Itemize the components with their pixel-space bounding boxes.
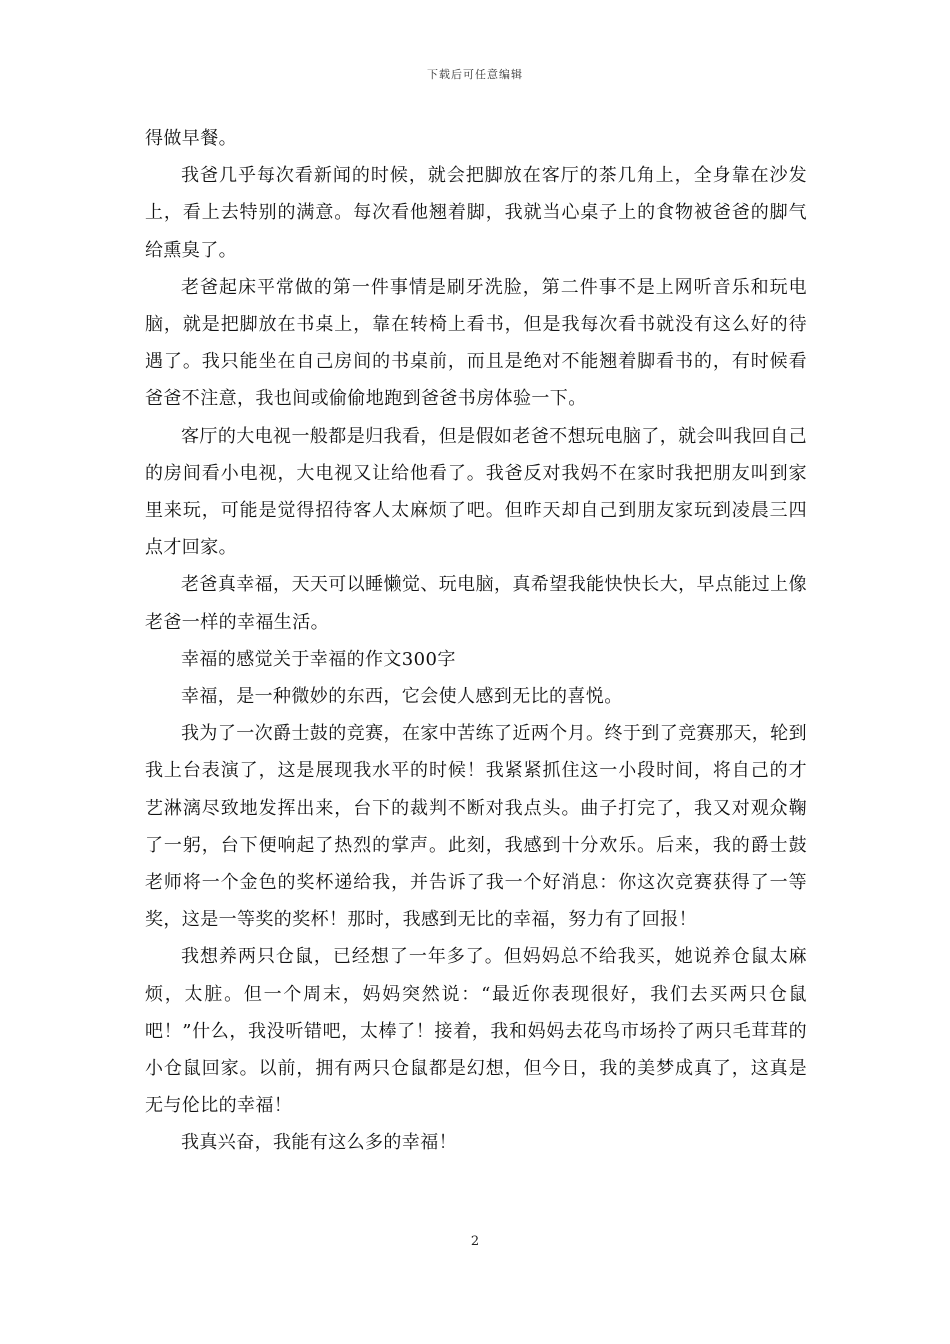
document-body: [145, 120, 807, 1162]
paragraph: 老爸真幸福，天天可以睡懒觉、玩电脑，真希望我能快快长大，早点能过上像老爸一样的幸福生活。: [145, 574, 807, 633]
paragraph: 得做早餐。: [145, 128, 237, 149]
paragraph: 老爸起床平常做的第一件事情是刷牙洗脸，第二件事不是上网听音乐和玩电脑，就是把脚放在书桌上，靠在转椅上看书，但是我每次看书就没有这么好的待遇了。我只能坐在自己房间的书桌前，而且是绝对不能翘着脚看书的，有时候看爸爸不注意，我也间或偷偷地跑到爸爸书房体验一下。: [145, 276, 807, 410]
paragraph: 我为了一次爵士鼓的竞赛，在家中苦练了近两个月。终于到了竞赛那天，轮到我上台表演了，这是展现我水平的时候！我紧紧抓住这一小段时间，将自己的才艺淋漓尽致地发挥出来，台下的裁判不断对我点头。曲子打完了，我又对观众鞠了一躬，台下便响起了热烈的掌声。此刻，我感到十分欢乐。后来，我的爵士鼓老师将一个金色的奖杯递给我，并告诉了我一个好消息：你这次竞赛获得了一等奖，这是一等奖的奖杯！那时，我感到无比的幸福，努力有了回报！: [145, 723, 807, 931]
paragraph: 我想养两只仓鼠，已经想了一年多了。但妈妈总不给我买，她说养仓鼠太麻烦，太脏。但一个周末，妈妈突然说：“最近你表现很好，我们去买两只仓鼠吧！”什么，我没听错吧，太棒了！接着，我和妈妈去花鸟市场拎了两只毛茸茸的小仓鼠回家。以前，拥有两只仓鼠都是幻想，但今日，我的美梦成真了，这真是无与伦比的幸福！: [145, 946, 807, 1117]
page-header: 下载后可任意编辑: [427, 68, 523, 81]
paragraph: 客厅的大电视一般都是归我看，但是假如老爸不想玩电脑了，就会叫我回自己的房间看小电视，大电视又让给他看了。我爸反对我妈不在家时我把朋友叫到家里来玩，可能是觉得招待客人太麻烦了吧。但昨天却自己到朋友家玩到凌晨三四点才回家。: [145, 425, 807, 559]
paragraph: 我爸几乎每次看新闻的时候，就会把脚放在客厅的茶几角上，全身靠在沙发上，看上去特别的满意。每次看他翘着脚，我就当心桌子上的食物被爸爸的脚气给熏臭了。: [145, 165, 807, 261]
essay-title: 幸福的感觉关于幸福的作文300字: [181, 648, 456, 670]
page-number: 2: [470, 1234, 480, 1249]
paragraph: 我真兴奋，我能有这么多的幸福！: [181, 1132, 457, 1154]
paragraph: 幸福，是一种微妙的东西，它会使人感到无比的喜悦。: [181, 686, 623, 708]
